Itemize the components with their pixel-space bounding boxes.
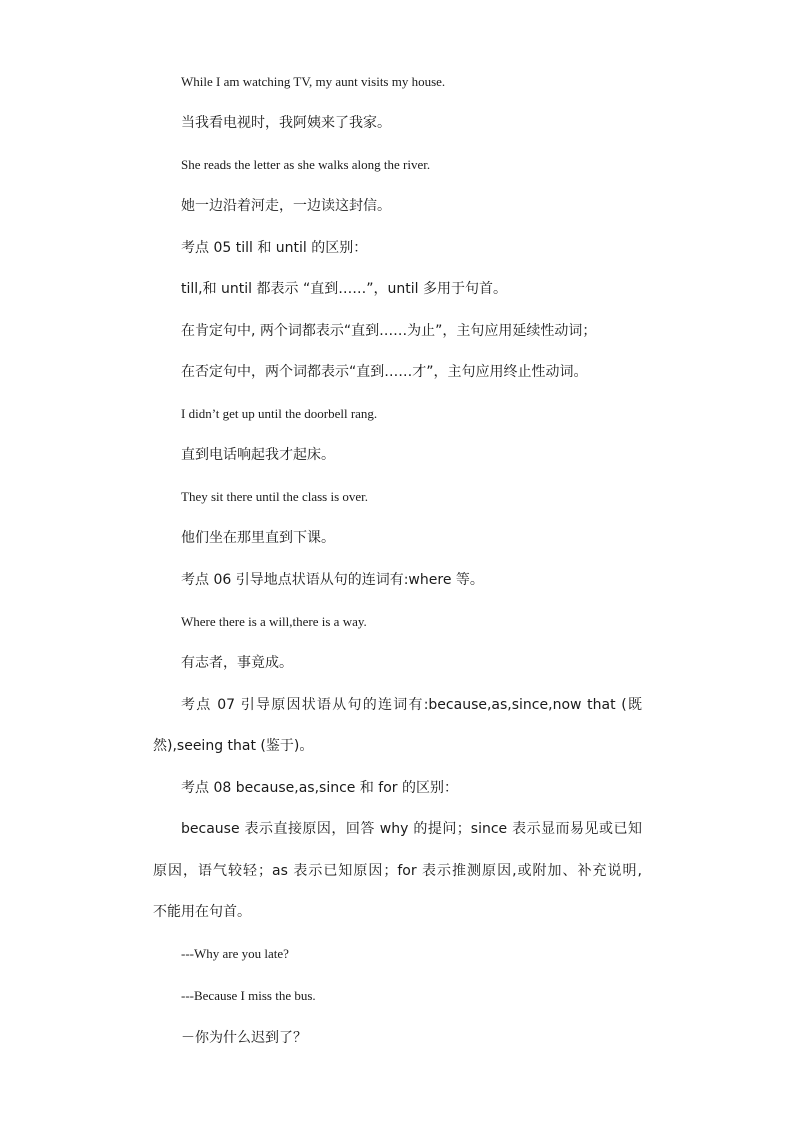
- section-heading-06: 考点 06 引导地点状语从句的连词有:where 等。: [181, 572, 484, 588]
- paragraph-line: till,和 until 都表示 “直到……”，until 多用于句首。: [181, 281, 507, 297]
- dialogue-line-zh: －你为什么迟到了？: [181, 1030, 307, 1046]
- paragraph-line: 不能用在句首。: [153, 904, 251, 920]
- section-heading-08: 考点 08 because,as,since 和 for 的区别：: [181, 780, 459, 796]
- paragraph-line: because 表示直接原因，回答 why 的提问；since 表示显而易见或已知: [181, 821, 642, 837]
- dialogue-line: ---Because I miss the bus.: [181, 988, 316, 1003]
- paragraph-line: 在肯定句中, 两个词都表示“直到……为止”，主句应用延续性动词；: [181, 323, 597, 339]
- example-sentence-en: Where there is a will,there is a way.: [181, 614, 367, 629]
- example-sentence-en: I didn’t get up until the doorbell rang.: [181, 406, 378, 421]
- example-sentence-zh: 她一边沿着河走，一边读这封信。: [181, 198, 391, 214]
- section-heading-07: 考点 07 引导原因状语从句的连词有:because,as,since,now that (既: [181, 697, 642, 713]
- section-heading-07-continued: 然),seeing that (鉴于)。: [153, 738, 314, 754]
- dialogue-line: ---Why are you late?: [181, 946, 289, 961]
- example-sentence-en: She reads the letter as she walks along the river.: [181, 157, 431, 172]
- example-sentence-en: While I am watching TV, my aunt visits my house.: [181, 74, 446, 89]
- example-sentence-zh: 直到电话响起我才起床。: [181, 447, 335, 463]
- example-sentence-zh: 他们坐在那里直到下课。: [181, 530, 335, 546]
- paragraph-line: 在否定句中，两个词都表示“直到……才”，主句应用终止性动词。: [181, 364, 588, 380]
- example-sentence-en: They sit there until the class is over.: [181, 489, 369, 504]
- example-sentence-zh: 有志者，事竟成。: [181, 655, 293, 671]
- example-sentence-zh: 当我看电视时，我阿姨来了我家。: [181, 115, 391, 131]
- paragraph-line: 原因，语气较轻；as 表示已知原因；for 表示推测原因,或附加、补充说明,: [153, 863, 642, 879]
- section-heading-05: 考点 05 till 和 until 的区别：: [181, 240, 368, 256]
